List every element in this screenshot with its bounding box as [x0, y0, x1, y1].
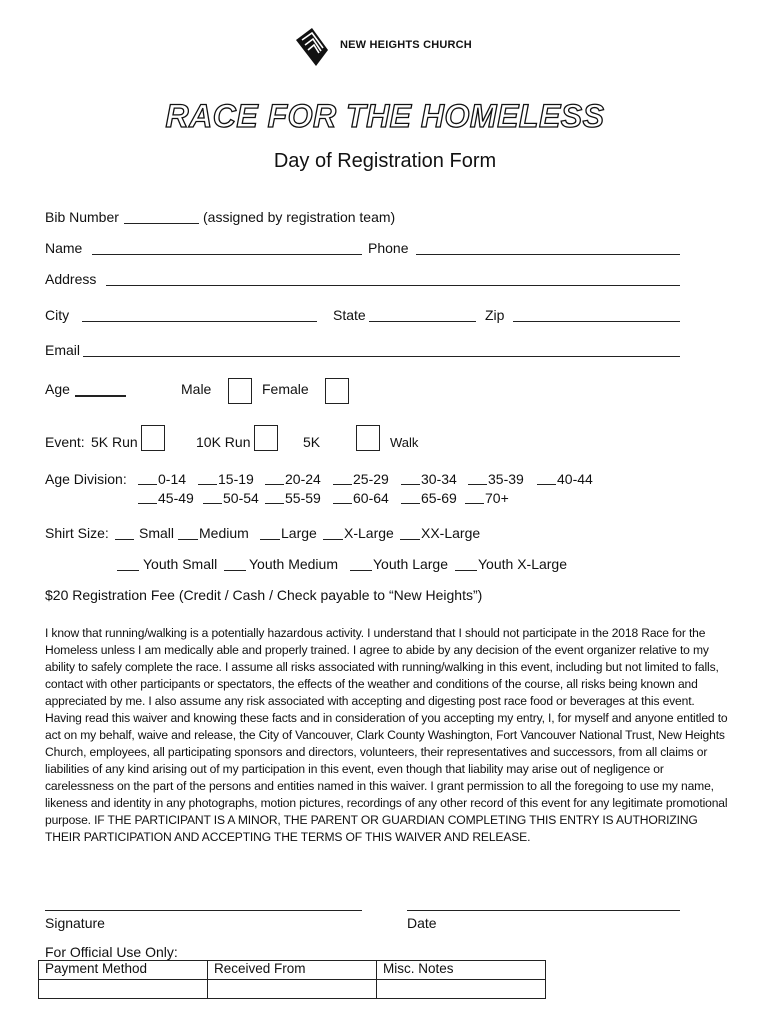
- zip-label: Zip: [485, 307, 505, 323]
- city-label: City: [45, 307, 70, 323]
- official-use-table: [38, 960, 546, 999]
- race-title: RACE FOR THE HOMELESS: [165, 98, 605, 134]
- age-division-blank[interactable]: [401, 503, 420, 504]
- shirt-size-label: Shirt Size:: [45, 525, 109, 541]
- shirt-size-blank[interactable]: [455, 570, 477, 571]
- table-cell[interactable]: [377, 980, 546, 999]
- age-division-blank[interactable]: [138, 503, 157, 504]
- form-title: Day of Registration Form: [273, 150, 497, 172]
- signature-label: Signature: [45, 915, 105, 931]
- age-field[interactable]: [75, 395, 126, 397]
- bib-field[interactable]: [124, 223, 199, 224]
- email-field[interactable]: [83, 356, 680, 357]
- event-10k-run-label: 10K Run: [196, 434, 251, 450]
- shirt-size-blank[interactable]: [260, 539, 280, 540]
- shirt-size-blank[interactable]: [323, 539, 343, 540]
- age-division-option: 50-54: [223, 490, 259, 506]
- event-label: Event:: [45, 434, 85, 450]
- age-label: Age: [45, 381, 70, 397]
- mountain-logo-icon: [292, 26, 332, 68]
- table-cell[interactable]: [208, 980, 377, 999]
- event-5k-run-label: 5K Run: [91, 434, 138, 450]
- age-division-option: 20-24: [285, 471, 321, 487]
- shirt-size-blank[interactable]: [350, 570, 372, 571]
- age-division-option: 35-39: [488, 471, 524, 487]
- shirt-size-option: Youth Medium: [249, 556, 338, 572]
- phone-label: Phone: [368, 240, 409, 256]
- shirt-size-blank[interactable]: [224, 570, 246, 571]
- name-field[interactable]: [92, 254, 362, 255]
- event-5k-checkbox[interactable]: [356, 425, 380, 451]
- event-5k-label: 5K: [303, 434, 321, 450]
- age-division-blank[interactable]: [465, 503, 484, 504]
- age-division-option: 55-59: [285, 490, 321, 506]
- table-row: [39, 980, 546, 999]
- age-division-blank[interactable]: [198, 484, 217, 485]
- signature-field[interactable]: [45, 910, 362, 911]
- table-header-cell: Received From: [208, 961, 377, 980]
- state-field[interactable]: [369, 321, 476, 322]
- age-division-blank[interactable]: [203, 503, 222, 504]
- age-division-blank[interactable]: [333, 503, 352, 504]
- email-label: Email: [45, 342, 81, 358]
- age-division-blank[interactable]: [537, 484, 556, 485]
- official-use-heading: For Official Use Only:: [45, 944, 178, 960]
- state-label: State: [333, 307, 366, 323]
- shirt-size-blank[interactable]: [115, 539, 134, 540]
- event-10k-run-checkbox[interactable]: [254, 425, 278, 451]
- age-division-option: 15-19: [218, 471, 254, 487]
- age-division-option: 70+: [485, 490, 509, 506]
- table-header-cell: Misc. Notes: [377, 961, 546, 980]
- age-division-blank[interactable]: [265, 484, 284, 485]
- age-division-blank[interactable]: [333, 484, 352, 485]
- age-division-blank[interactable]: [468, 484, 487, 485]
- age-division-blank[interactable]: [265, 503, 284, 504]
- male-checkbox[interactable]: [228, 378, 252, 404]
- name-label: Name: [45, 240, 83, 256]
- city-field[interactable]: [82, 321, 317, 322]
- event-walk-label: Walk: [390, 435, 419, 450]
- age-division-option: 30-34: [421, 471, 457, 487]
- age-division-option: 60-64: [353, 490, 389, 506]
- shirt-size-blank[interactable]: [178, 539, 198, 540]
- age-division-blank[interactable]: [138, 484, 157, 485]
- bib-note: (assigned by registration team): [203, 209, 396, 225]
- age-division-option: 0-14: [158, 471, 187, 487]
- date-field[interactable]: [407, 910, 680, 911]
- church-name: NEW HEIGHTS CHURCH: [340, 39, 472, 51]
- address-label: Address: [45, 271, 97, 287]
- age-division-option: 65-69: [421, 490, 457, 506]
- zip-field[interactable]: [513, 321, 680, 322]
- event-5k-run-checkbox[interactable]: [141, 425, 165, 451]
- date-label: Date: [407, 915, 437, 931]
- table-cell[interactable]: [39, 980, 208, 999]
- female-checkbox[interactable]: [325, 378, 349, 404]
- phone-field[interactable]: [416, 254, 680, 255]
- waiver-text: I know that running/walking is a potentially hazardous activity. I understand that I should not participate in the 2018 Race for the Homeless unless I am medically able and properly trained. I agree to abide by any decision of the event organizer relative to my ability to safely complete the race. I assume all risks associated with running/walking in this event, including but not limited to falls, contact with other participants or spectators, the effects of the weather and conditions of the course, all risks being known and appreciated by me. I also assume any risk associated with accepting and digesting post race food or beverages at this event. Having read this waiver and knowing these facts and in consideration of you accepting my entry, I, for myself and anyone entitled to act on my behalf, waive and release, the City of Vancouver, Clark County Washington, Fort Vancouver National Trust, New Heights Church, employees, all participating sponsors and directors, volunteers, their representatives and successors, from all claims or liabilities of any kind arising out of my participation in this event, even though that liability may arise out of negligence or carelessness on the part of the persons and entities named in this waiver. I grant permission to all the foregoing to use my name, likeness and identity in any photographs, motion pictures, recordings of any other record of this event for any legitimate promotional purpose. IF THE PARTICIPANT IS A MINOR, THE PARENT OR GUARDIAN COMPLETING THIS ENTRY IS AUTHORIZING THEIR PARTICIPATION AND ACCEPTING THE TERMS OF THIS WAIVER AND RELEASE.: [45, 626, 728, 844]
- shirt-size-option: Large: [281, 525, 317, 541]
- table-row: [39, 961, 546, 980]
- age-division-option: 40-44: [557, 471, 593, 487]
- table-header-cell: Payment Method: [39, 961, 208, 980]
- shirt-size-blank[interactable]: [117, 570, 139, 571]
- registration-fee-text: $20 Registration Fee (Credit / Cash / Check payable to “New Heights”): [45, 587, 483, 603]
- shirt-size-option: Medium: [199, 525, 249, 541]
- age-division-option: 45-49: [158, 490, 194, 506]
- age-division-label: Age Division:: [45, 471, 127, 487]
- shirt-size-option: Youth Large: [373, 556, 448, 572]
- shirt-size-option: XX-Large: [421, 525, 481, 541]
- age-division-blank[interactable]: [401, 484, 420, 485]
- male-label: Male: [181, 381, 212, 397]
- shirt-size-blank[interactable]: [400, 539, 420, 540]
- female-label: Female: [262, 381, 309, 397]
- shirt-size-option: X-Large: [344, 525, 394, 541]
- bib-label: Bib Number: [45, 209, 119, 225]
- address-field[interactable]: [106, 285, 680, 286]
- age-division-option: 25-29: [353, 471, 389, 487]
- shirt-size-option: Small: [139, 525, 175, 541]
- shirt-size-option: Youth Small: [143, 556, 218, 572]
- shirt-size-option: Youth X-Large: [478, 556, 567, 572]
